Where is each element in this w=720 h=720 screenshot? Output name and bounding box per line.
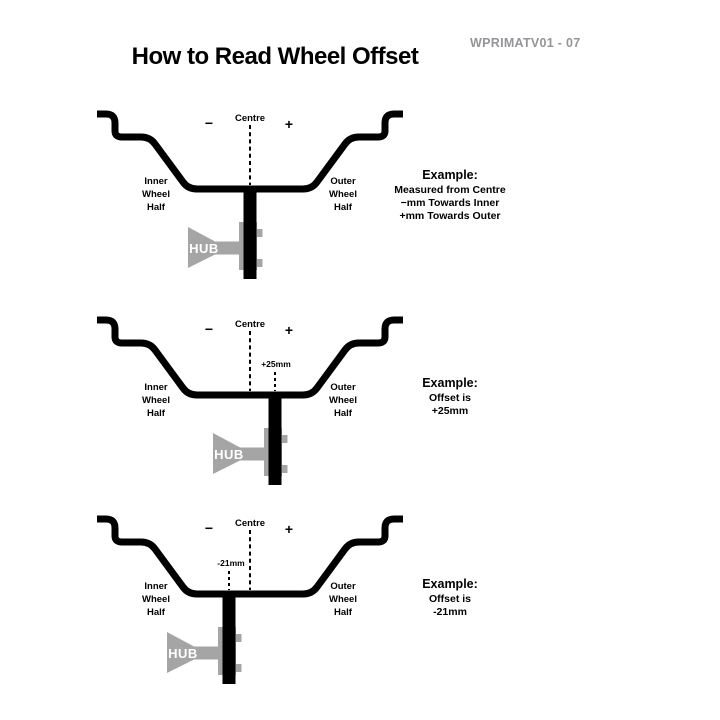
minus-sign: −: [204, 115, 214, 131]
hub-bolt-top-icon: [281, 435, 288, 443]
svg-text:Inner: Inner: [144, 382, 168, 393]
inner-wheel-half-label: [142, 581, 170, 618]
offset-value-label: -21mm: [217, 558, 245, 568]
hub-bolt-top-icon: [256, 229, 263, 237]
hub-label: HUB: [168, 646, 198, 661]
svg-text:Wheel: Wheel: [142, 189, 170, 200]
inner-wheel-half-label: [142, 382, 170, 419]
mounting-face-bar: [244, 187, 257, 279]
wheel-cross-section-svg: [80, 95, 410, 300]
wheel-diagram-positive-offset: [80, 301, 410, 506]
inner-wheel-half-label: [142, 176, 170, 213]
svg-text:Wheel: Wheel: [329, 594, 357, 605]
example-heading: Example:: [422, 168, 478, 182]
svg-text:Half: Half: [147, 202, 165, 213]
example-line: -21mm: [433, 606, 467, 618]
outer-wheel-half-label: [329, 581, 357, 618]
hub-bolt-bottom-icon: [235, 664, 242, 672]
svg-text:Wheel: Wheel: [329, 189, 357, 200]
example-line: Offset is: [428, 593, 471, 605]
wheel-diagram-negative-offset: [80, 500, 410, 705]
outer-wheel-half-label: [329, 382, 357, 419]
centre-label: Centre: [234, 319, 266, 330]
svg-text:Half: Half: [147, 408, 165, 419]
example-heading: Example:: [422, 577, 478, 591]
centre-label: Centre: [234, 518, 266, 529]
outer-wheel-half-label: [329, 176, 357, 213]
hub-label: HUB: [189, 241, 219, 256]
svg-text:Half: Half: [334, 408, 352, 419]
svg-text:Outer: Outer: [330, 176, 356, 187]
wheel-cross-section-svg: [80, 500, 410, 705]
hub-bolt-bottom-icon: [281, 465, 288, 473]
example-line: −mm Towards Inner: [400, 197, 500, 209]
example-line: +mm Towards Outer: [399, 210, 501, 222]
offset-value-label: +25mm: [261, 359, 291, 369]
hub-bolt-bottom-icon: [256, 259, 263, 267]
svg-text:Inner: Inner: [144, 581, 168, 592]
hub-label: HUB: [214, 447, 244, 462]
minus-sign: −: [204, 520, 214, 536]
example-line: Offset is: [428, 392, 471, 404]
example-block: [385, 168, 515, 223]
hub-bolt-top-icon: [235, 634, 242, 642]
svg-text:Inner: Inner: [144, 176, 168, 187]
page-title: How to Read Wheel Offset: [131, 43, 419, 70]
example-line: +25mm: [431, 405, 469, 417]
plus-sign: +: [284, 322, 294, 338]
example-block: [385, 376, 515, 418]
mounting-face-bar: [269, 393, 282, 485]
example-line: Measured from Centre: [394, 184, 506, 196]
svg-text:Wheel: Wheel: [142, 594, 170, 605]
svg-text:Half: Half: [334, 202, 352, 213]
example-block: [385, 577, 515, 619]
svg-text:Half: Half: [147, 607, 165, 618]
svg-text:Outer: Outer: [330, 382, 356, 393]
example-heading: Example:: [422, 376, 478, 390]
wheel-cross-section-svg: [80, 301, 410, 506]
product-code: WPRIMATV01 - 07: [470, 36, 581, 50]
wheel-diagram-zero-offset: [80, 95, 410, 300]
centre-label: Centre: [234, 113, 266, 124]
minus-sign: −: [204, 321, 214, 337]
svg-text:Half: Half: [334, 607, 352, 618]
plus-sign: +: [284, 116, 294, 132]
svg-text:Wheel: Wheel: [329, 395, 357, 406]
svg-text:Outer: Outer: [330, 581, 356, 592]
mounting-face-bar: [223, 592, 236, 684]
plus-sign: +: [284, 521, 294, 537]
svg-text:Wheel: Wheel: [142, 395, 170, 406]
